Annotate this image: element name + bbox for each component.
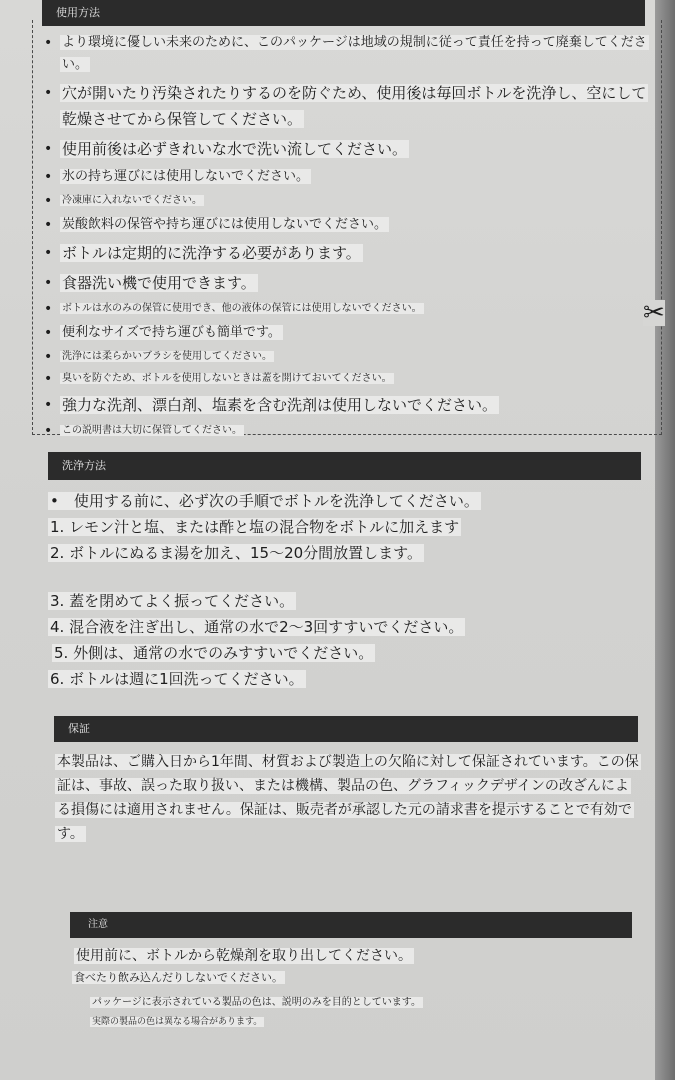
usage-item-text: 冷凍庫に入れないでください。 bbox=[62, 195, 202, 206]
usage-item-text: ボトルは水のみの保管に使用でき、他の液体の保管には使用しないでください。 bbox=[62, 303, 422, 314]
usage-item bbox=[42, 348, 652, 366]
usage-item bbox=[42, 300, 652, 318]
cleaning-step-4: 4. 混合液を注ぎ出し、通常の水で2〜3回すすいでください。 bbox=[50, 618, 464, 636]
cleaning-intro: • 使用する前に、必ず次の手順でボトルを洗浄してください。 bbox=[50, 492, 479, 510]
cleaning-header-label: 洗浄方法 bbox=[62, 459, 106, 472]
usage-item-text: 強力な洗剤、漂白剤、塩素を含む洗剤は使用しないでください。 bbox=[62, 396, 498, 414]
usage-item bbox=[42, 270, 652, 296]
caution-line-3: パッケージに表示されている製品の色は、説明のみを目的としています。 bbox=[92, 997, 421, 1008]
usage-item bbox=[42, 192, 652, 210]
usage-item-text: 便利なサイズで持ち運びも簡単です。 bbox=[62, 325, 281, 340]
usage-item bbox=[42, 32, 652, 76]
cleaning-gap bbox=[48, 566, 648, 588]
usage-item-text: より環境に優しい未来のために、このパッケージは地域の規制に従って責任を持って廃棄してください。 bbox=[62, 35, 647, 72]
usage-item-text: 氷の持ち運びには使用しないでください。 bbox=[62, 169, 310, 184]
caution-line-1: 使用前に、ボトルから乾燥剤を取り出してください。 bbox=[76, 948, 412, 964]
cleaning-step-1: 1. レモン汁と塩、または酢と塩の混合物をボトルに加えます bbox=[50, 518, 460, 536]
caution-line-4: 実際の製品の色は異なる場合があります。 bbox=[92, 1017, 263, 1027]
usage-item-text: ボトルは定期的に洗浄する必要があります。 bbox=[62, 244, 361, 262]
cleaning-step-2: 2. ボトルにぬるま湯を加え、15〜20分間放置します。 bbox=[50, 544, 422, 562]
warranty-text: 本製品は、ご購入日から1年間、材質および製造上の欠陥に対して保証されています。この保証は、事故、誤った取り扱い、または機構、製品の色、グラフィックデザインの改ざんによる損傷には適用されません。保証は、販売者が承認した元の請求書を提示することで有効です。 bbox=[57, 754, 639, 842]
warranty-section-header bbox=[54, 716, 638, 742]
usage-item-text: 食器洗い機で使用できます。 bbox=[62, 274, 256, 292]
caution-section-header bbox=[70, 912, 632, 938]
caution-header-label: 注意 bbox=[88, 919, 108, 930]
usage-header-label: 使用方法 bbox=[56, 6, 100, 19]
cleaning-step-5: 5. 外側は、通常の水でのみすすいでください。 bbox=[54, 644, 374, 662]
usage-item bbox=[42, 166, 652, 188]
usage-item bbox=[42, 240, 652, 266]
scissors-icon: ✂ bbox=[643, 298, 665, 328]
usage-list bbox=[42, 32, 652, 444]
caution-line-2: 食べたり飲み込んだりしないでください。 bbox=[74, 971, 283, 984]
usage-item bbox=[42, 80, 652, 132]
cleaning-step-3: 3. 蓋を閉めてよく振ってください。 bbox=[50, 592, 295, 610]
usage-item-text: この説明書は大切に保管してください。 bbox=[62, 425, 242, 436]
usage-item-text: 穴が開いたり汚染されたりするのを防ぐため、使用後は毎回ボトルを洗浄し、空にして乾燥させてから保管してください。 bbox=[62, 84, 647, 128]
cleaning-section-header bbox=[48, 452, 641, 480]
cleaning-steps bbox=[48, 488, 648, 692]
usage-item bbox=[42, 214, 652, 236]
usage-item bbox=[42, 136, 652, 162]
usage-item bbox=[42, 322, 652, 344]
usage-item bbox=[42, 422, 652, 440]
cleaning-step-6: 6. ボトルは週に1回洗ってください。 bbox=[50, 670, 304, 688]
usage-item-text: 炭酸飲料の保管や持ち運びには使用しないでください。 bbox=[62, 217, 388, 232]
usage-item-text: 洗浄には柔らかいブラシを使用してください。 bbox=[62, 351, 272, 362]
usage-item bbox=[42, 392, 652, 418]
usage-item bbox=[42, 370, 652, 388]
warranty-header-label: 保証 bbox=[68, 722, 90, 735]
usage-item-text: 臭いを防ぐため、ボトルを使用しないときは蓋を開けておいてください。 bbox=[62, 373, 392, 384]
usage-item-text: 使用前後は必ずきれいな水で洗い流してください。 bbox=[62, 140, 408, 158]
